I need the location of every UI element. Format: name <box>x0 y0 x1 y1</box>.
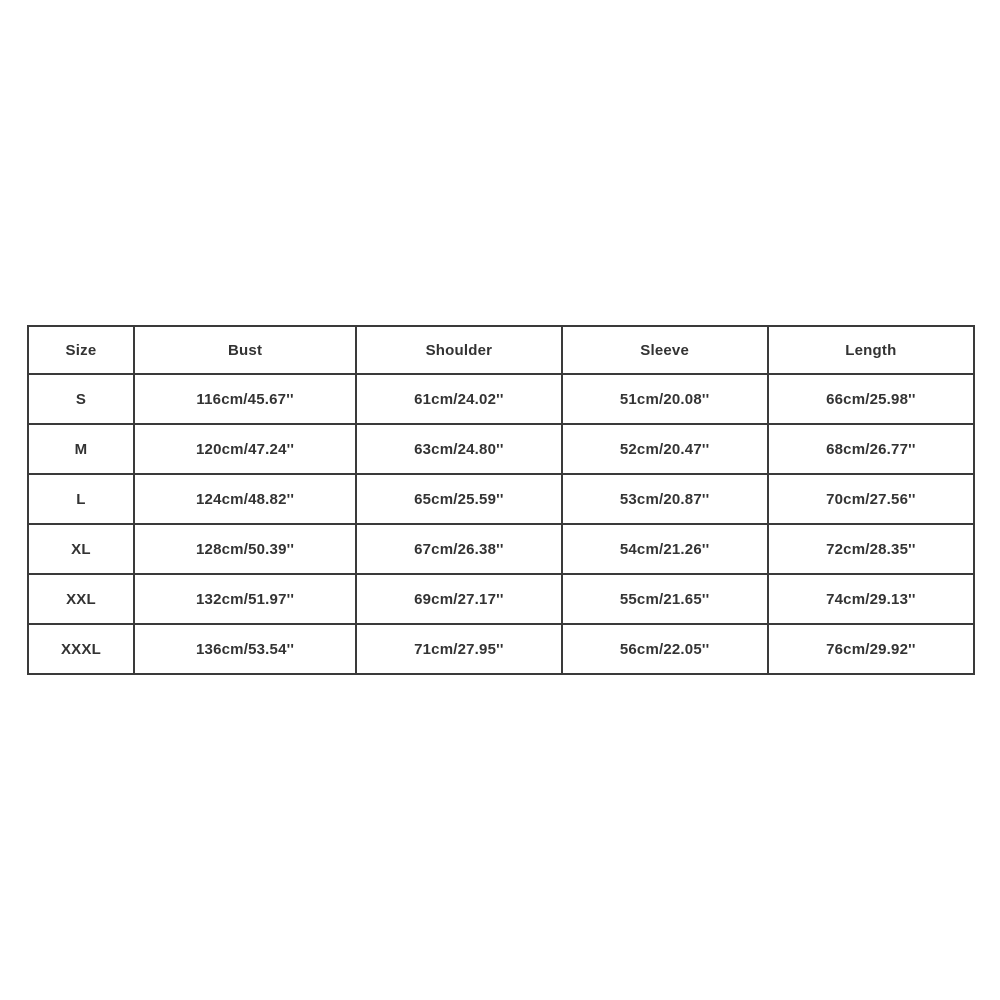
cell-length: 66cm/25.98'' <box>768 374 974 424</box>
table-header-row <box>28 326 974 374</box>
cell-sleeve: 56cm/22.05'' <box>562 624 768 674</box>
cell-shoulder: 69cm/27.17'' <box>356 574 561 624</box>
table-row <box>28 574 974 624</box>
cell-size: XXL <box>28 574 134 624</box>
cell-sleeve: 54cm/21.26'' <box>562 524 768 574</box>
cell-shoulder: 65cm/25.59'' <box>356 474 561 524</box>
cell-bust: 132cm/51.97'' <box>134 574 356 624</box>
table-row <box>28 374 974 424</box>
cell-sleeve: 52cm/20.47'' <box>562 424 768 474</box>
cell-bust: 136cm/53.54'' <box>134 624 356 674</box>
table-row <box>28 424 974 474</box>
table-row <box>28 524 974 574</box>
column-header-bust: Bust <box>134 326 356 374</box>
table-row <box>28 474 974 524</box>
cell-sleeve: 51cm/20.08'' <box>562 374 768 424</box>
cell-shoulder: 71cm/27.95'' <box>356 624 561 674</box>
column-header-size: Size <box>28 326 134 374</box>
cell-length: 76cm/29.92'' <box>768 624 974 674</box>
cell-size: XL <box>28 524 134 574</box>
cell-shoulder: 67cm/26.38'' <box>356 524 561 574</box>
cell-sleeve: 55cm/21.65'' <box>562 574 768 624</box>
size-chart-table <box>27 325 975 675</box>
cell-bust: 120cm/47.24'' <box>134 424 356 474</box>
cell-length: 70cm/27.56'' <box>768 474 974 524</box>
table-row <box>28 624 974 674</box>
column-header-sleeve: Sleeve <box>562 326 768 374</box>
cell-bust: 124cm/48.82'' <box>134 474 356 524</box>
cell-shoulder: 61cm/24.02'' <box>356 374 561 424</box>
cell-size: S <box>28 374 134 424</box>
cell-size: M <box>28 424 134 474</box>
cell-length: 68cm/26.77'' <box>768 424 974 474</box>
cell-length: 74cm/29.13'' <box>768 574 974 624</box>
cell-length: 72cm/28.35'' <box>768 524 974 574</box>
cell-bust: 128cm/50.39'' <box>134 524 356 574</box>
cell-bust: 116cm/45.67'' <box>134 374 356 424</box>
cell-size: XXXL <box>28 624 134 674</box>
column-header-length: Length <box>768 326 974 374</box>
cell-size: L <box>28 474 134 524</box>
cell-shoulder: 63cm/24.80'' <box>356 424 561 474</box>
column-header-shoulder: Shoulder <box>356 326 561 374</box>
cell-sleeve: 53cm/20.87'' <box>562 474 768 524</box>
